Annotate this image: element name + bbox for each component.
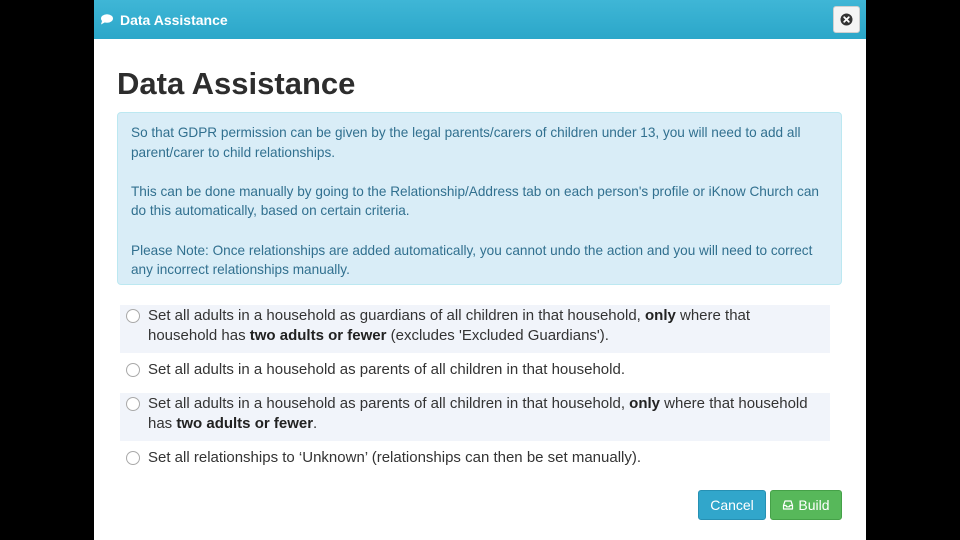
radio-button[interactable] (126, 309, 140, 323)
option-label[interactable]: Set all relationships to ‘Unknown’ (relationships can then be set manually). (148, 449, 642, 466)
option-parents-all[interactable] (120, 359, 830, 383)
build-button[interactable] (770, 490, 842, 520)
inbox-tray-icon (782, 499, 794, 511)
dialog-titlebar (94, 0, 866, 39)
radio-button[interactable] (126, 363, 140, 377)
chat-bubble-icon (100, 14, 113, 25)
cancel-button[interactable] (698, 490, 766, 520)
data-assistance-dialog (94, 0, 866, 540)
radio-button[interactable] (126, 451, 140, 465)
dialog-title: Data Assistance (120, 12, 228, 28)
option-unknown[interactable] (120, 447, 830, 471)
info-paragraph: So that GDPR permission can be given by the legal parents/carers of children under 13, you will need to add all parent/carer to child relationships. (131, 125, 801, 160)
close-button[interactable] (833, 6, 860, 33)
page-title: Data Assistance (117, 66, 356, 101)
option-parents-two-adults[interactable] (120, 393, 830, 441)
option-label[interactable]: Set all adults in a household as guardians of all children in that household, only where that household has two adults or fewer (excludes 'Excluded Guardians'). (148, 307, 751, 344)
info-alert (117, 112, 842, 285)
radio-button[interactable] (126, 397, 140, 411)
option-guardians-two-adults[interactable] (120, 305, 830, 353)
info-paragraph: Please Note: Once relationships are added automatically, you cannot undo the action and you will need to correct any incorrect relationships manually. (131, 242, 813, 278)
option-label[interactable]: Set all adults in a household as parents of all children in that household, only where that household has two adults or fewer. (148, 395, 808, 432)
build-button-label: Build (798, 497, 830, 513)
option-label[interactable]: Set all adults in a household as parents of all children in that household. (148, 361, 625, 378)
info-paragraph: This can be done manually by going to the Relationship/Address tab on each person's profile or iKnow Church can do this automatically, based on certain criteria. (131, 183, 819, 219)
cancel-button-label: Cancel (710, 497, 754, 513)
close-circle-icon (840, 13, 853, 26)
